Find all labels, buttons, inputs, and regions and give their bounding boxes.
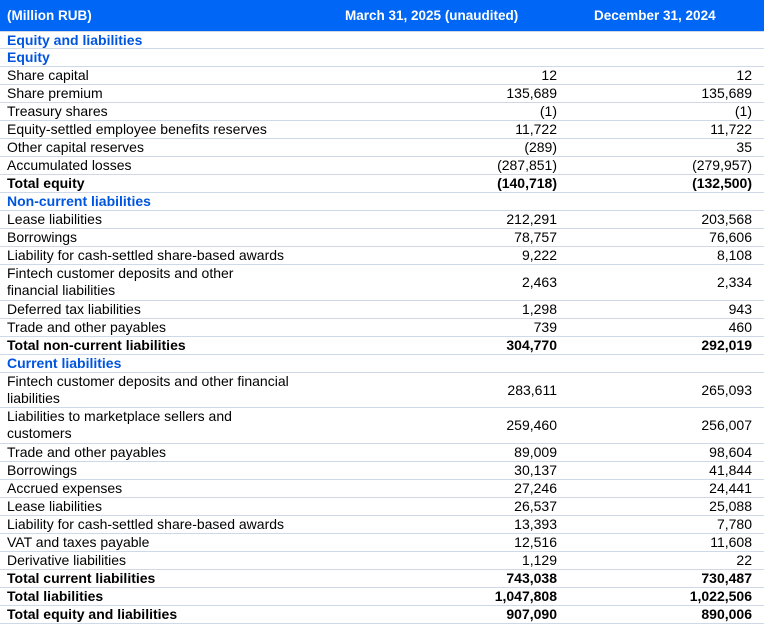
value-december-2024: (279,957) <box>692 157 752 173</box>
table-row <box>0 373 764 409</box>
value-december-2024: 22 <box>736 551 752 568</box>
total-row <box>0 606 764 624</box>
value-december-2024: 76,606 <box>709 229 752 245</box>
table-header <box>0 0 764 31</box>
value-march-2025: 1,298 <box>521 300 557 317</box>
value-march-2025: 739 <box>533 318 557 335</box>
section-heading-row <box>0 355 764 373</box>
total-row <box>0 337 764 355</box>
value-march-2025: 89,009 <box>514 443 557 460</box>
row-label: Current liabilities <box>7 354 122 371</box>
row-label: Total equity <box>7 175 85 191</box>
table-row <box>0 444 764 462</box>
row-label: Total equity and liabilities <box>7 605 178 622</box>
value-december-2024: 2,334 <box>716 274 752 290</box>
table-row <box>0 552 764 570</box>
value-december-2024: 730,487 <box>701 569 752 586</box>
table-row <box>0 480 764 498</box>
value-december-2024: 98,604 <box>709 443 752 460</box>
table-row <box>0 85 764 103</box>
value-march-2025: 26,537 <box>514 497 557 514</box>
header-column-march-2025: March 31, 2025 (unaudited) <box>345 8 519 23</box>
table-row <box>0 319 764 337</box>
row-label: Fintech customer deposits and other financial liabilities <box>7 372 289 406</box>
section-heading-row <box>0 193 764 211</box>
table-row <box>0 103 764 121</box>
table-row <box>0 516 764 534</box>
table-row <box>0 211 764 229</box>
row-label: Equity <box>7 49 50 65</box>
value-december-2024: 11,722 <box>710 121 752 137</box>
value-march-2025: 12,516 <box>514 533 557 550</box>
value-march-2025: 2,463 <box>521 274 557 290</box>
table-row <box>0 534 764 552</box>
row-label: Share capital <box>7 67 89 83</box>
value-december-2024: 12 <box>736 67 752 83</box>
row-label: Deferred tax liabilities <box>7 300 141 317</box>
value-march-2025: 135,689 <box>506 85 557 101</box>
table-row <box>0 498 764 516</box>
table-row <box>0 139 764 157</box>
value-december-2024: 135,689 <box>701 85 752 101</box>
value-march-2025: 907,090 <box>506 605 557 622</box>
table-row <box>0 301 764 319</box>
value-december-2024: 25,088 <box>709 497 752 514</box>
total-row <box>0 570 764 588</box>
value-december-2024: 8,108 <box>716 247 752 263</box>
table-row <box>0 265 764 301</box>
value-december-2024: 11,608 <box>710 533 752 550</box>
value-december-2024: 460 <box>728 318 752 335</box>
table-row <box>0 121 764 139</box>
section-heading-row <box>0 49 764 67</box>
value-march-2025: (1) <box>539 103 557 119</box>
value-december-2024: 24,441 <box>709 479 752 496</box>
row-label: Accumulated losses <box>7 157 132 173</box>
row-label: Treasury shares <box>7 103 108 119</box>
row-label: Total liabilities <box>7 587 104 604</box>
value-march-2025: 13,393 <box>514 515 557 532</box>
row-label: Total current liabilities <box>7 569 156 586</box>
value-march-2025: 259,460 <box>506 417 557 433</box>
row-label: Non-current liabilities <box>7 193 151 209</box>
value-march-2025: 743,038 <box>506 569 557 586</box>
total-row <box>0 588 764 606</box>
header-column-december-2024: December 31, 2024 <box>594 8 716 23</box>
value-march-2025: 9,222 <box>521 247 557 263</box>
value-december-2024: 1,022,506 <box>689 587 752 604</box>
value-march-2025: 11,722 <box>515 121 557 137</box>
value-march-2025: 78,757 <box>514 229 557 245</box>
row-label: Trade and other payables <box>7 443 167 460</box>
value-march-2025: 30,137 <box>514 461 557 478</box>
value-march-2025: 1,047,808 <box>494 587 557 604</box>
value-march-2025: (287,851) <box>497 157 557 173</box>
row-label: Liability for cash-settled share-based awards <box>7 247 285 263</box>
value-december-2024: 203,568 <box>701 211 752 227</box>
row-label: Derivative liabilities <box>7 551 127 568</box>
row-label: Share premium <box>7 85 103 101</box>
table-body <box>0 31 764 624</box>
value-march-2025: (140,718) <box>497 175 557 191</box>
table-row <box>0 67 764 85</box>
row-label: VAT and taxes payable <box>7 533 150 550</box>
row-label: Trade and other payables <box>7 318 167 335</box>
value-march-2025: 212,291 <box>506 211 557 227</box>
row-label: Liability for cash-settled share-based awards <box>7 515 285 532</box>
row-label: Borrowings <box>7 461 78 478</box>
row-label: Accrued expenses <box>7 479 123 496</box>
value-march-2025: 12 <box>541 67 557 83</box>
table-row <box>0 462 764 480</box>
value-december-2024: 35 <box>736 139 752 155</box>
value-december-2024: 265,093 <box>701 381 752 398</box>
value-march-2025: 27,246 <box>514 479 557 496</box>
row-label: Liabilities to marketplace sellers and customers <box>7 408 232 441</box>
row-label: Borrowings <box>7 229 78 245</box>
value-december-2024: 292,019 <box>701 336 752 353</box>
value-march-2025: 1,129 <box>521 551 557 568</box>
value-december-2024: 7,780 <box>716 515 752 532</box>
table-row <box>0 408 764 444</box>
value-december-2024: 943 <box>728 300 752 317</box>
value-december-2024: 256,007 <box>701 417 752 433</box>
value-march-2025: 283,611 <box>507 381 557 398</box>
value-december-2024: 41,844 <box>709 461 752 478</box>
table-row <box>0 229 764 247</box>
value-december-2024: (1) <box>734 103 752 119</box>
value-march-2025: 304,770 <box>506 336 557 353</box>
table-row <box>0 247 764 265</box>
row-label: Equity and liabilities <box>7 32 143 48</box>
row-label: Total non-current liabilities <box>7 336 186 353</box>
row-label: Equity-settled employee benefits reserves <box>7 121 267 137</box>
total-row <box>0 175 764 193</box>
row-label: Lease liabilities <box>7 211 102 227</box>
table-row <box>0 157 764 175</box>
value-december-2024: 890,006 <box>701 605 752 622</box>
row-label: Other capital reserves <box>7 139 144 155</box>
row-label: Lease liabilities <box>7 497 102 514</box>
row-label: Fintech customer deposits and other financial liabilities <box>7 265 234 298</box>
value-march-2025: (289) <box>524 139 557 155</box>
value-december-2024: (132,500) <box>692 175 752 191</box>
section-heading-row <box>0 31 764 49</box>
header-unit-label: (Million RUB) <box>7 8 92 23</box>
